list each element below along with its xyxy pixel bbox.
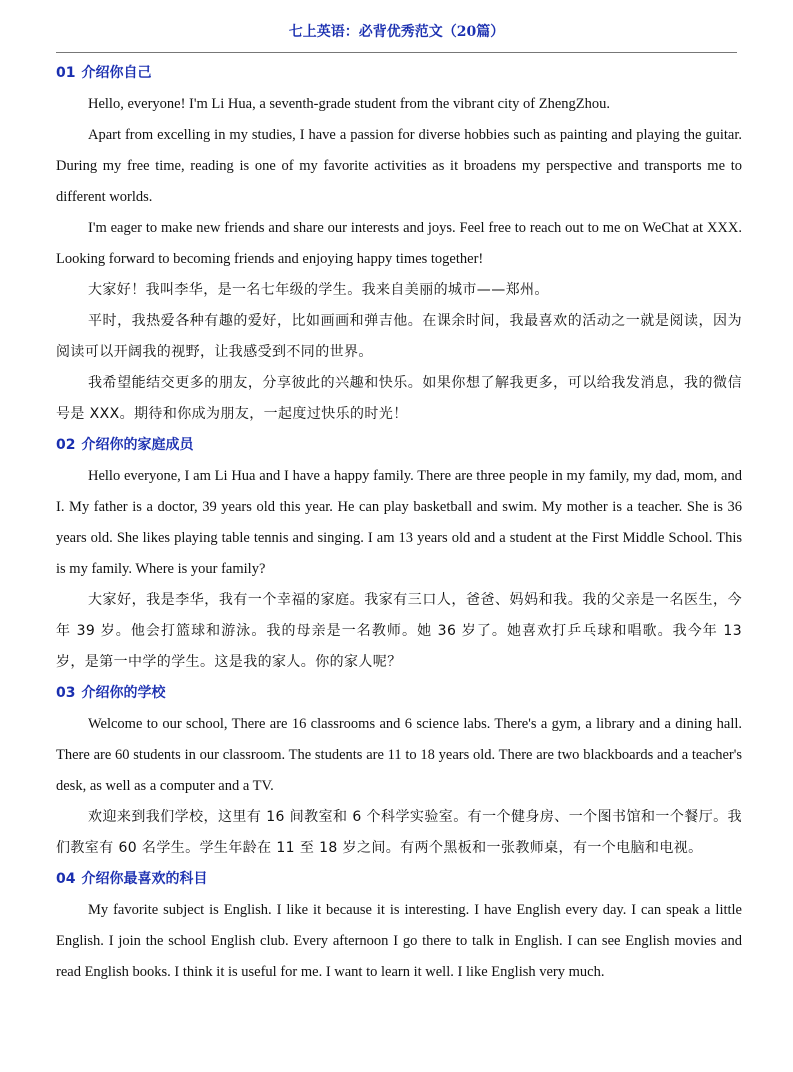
section-heading — [56, 58, 742, 89]
section-number: 03 — [56, 685, 76, 701]
paragraph-chinese: 大家好，我是李华，我有一个幸福的家庭。我家有三口人，爸爸、妈妈和我。我的父亲是一名医生，今年 39 岁。他会打篮球和游泳。我的母亲是一名教师。她 36 岁了。她喜欢打乒乓球和唱歌。我今年 13 岁，是第一中学的学生。这是我的家人。你的家人呢？ — [56, 592, 742, 670]
paragraph: Hello, everyone! I'm Li Hua, a seventh-grade student from the vibrant city of ZhengZhou. — [88, 96, 611, 112]
paragraph-chinese: 大家好！我叫李华，是一名七年级的学生。我来自美丽的城市——郑州。 — [88, 282, 549, 298]
header-divider — [56, 52, 737, 53]
paragraph: My favorite subject is English. I like it because it is interesting. I have English every day. I can speak a little English. I join the school English club. Every afternoon I go there to talk in English. I can see English movies and read English books. I think it is useful for me. I want to learn it well. I like English very much. — [56, 902, 742, 980]
section-title-text: 介绍你的家庭成员 — [81, 437, 194, 453]
section-heading — [56, 864, 742, 895]
paragraph-chinese: 欢迎来到我们学校，这里有 16 间教室和 6 个科学实验室。有一个健身房、一个图书馆和一个餐厅。我们教室有 60 名学生。学生年龄在 11 至 18 岁之间。有两个黑板和一张教师桌，有一个电脑和电视。 — [56, 809, 742, 856]
page-header-title: 七上英语：必背优秀范文（20篇） — [288, 24, 505, 40]
section-favorite-subject — [56, 864, 742, 988]
section-title-text: 介绍你自己 — [81, 65, 152, 81]
section-number: 01 — [56, 65, 76, 81]
paragraph: Apart from excelling in my studies, I have a passion for diverse hobbies such as painting and playing the guitar. During my free time, reading is one of my favorite activities as it broadens my perspective and transports me to different worlds. — [56, 127, 742, 205]
paragraph: I'm eager to make new friends and share our interests and joys. Feel free to reach out to me on WeChat at XXX. Looking forward to becoming friends and enjoying happy times together! — [56, 220, 742, 267]
document-body — [56, 58, 742, 988]
section-heading — [56, 678, 742, 709]
paragraph-chinese: 平时，我热爱各种有趣的爱好，比如画画和弹吉他。在课余时间，我最喜欢的活动之一就是阅读，因为阅读可以开阔我的视野，让我感受到不同的世界。 — [56, 313, 742, 360]
section-family-members — [56, 430, 742, 678]
paragraph: Hello everyone, I am Li Hua and I have a happy family. There are three people in my family, my dad, mom, and I. My father is a doctor, 39 years old this year. He can play basketball and swim. My mother is a teacher. She is 36 years old. She likes playing table tennis and singing. I am 13 years old and a student at the First Middle School. This is my family. Where is your family? — [56, 468, 742, 577]
section-title-text: 介绍你的学校 — [81, 685, 166, 701]
paragraph-chinese: 我希望能结交更多的朋友，分享彼此的兴趣和快乐。如果你想了解我更多，可以给我发消息，我的微信号是 XXX。期待和你成为朋友，一起度过快乐的时光！ — [56, 375, 742, 422]
section-your-school — [56, 678, 742, 864]
section-heading — [56, 430, 742, 461]
section-title-text: 介绍你最喜欢的科目 — [81, 871, 208, 887]
section-number: 04 — [56, 871, 76, 887]
paragraph: Welcome to our school, There are 16 classrooms and 6 science labs. There's a gym, a library and a dining hall. There are 60 students in our classroom. The students are 11 to 18 years old. There are two blackboards and a teacher's desk, as well as a computer and a TV. — [56, 716, 742, 794]
section-introduce-yourself — [56, 58, 742, 430]
section-number: 02 — [56, 437, 76, 453]
